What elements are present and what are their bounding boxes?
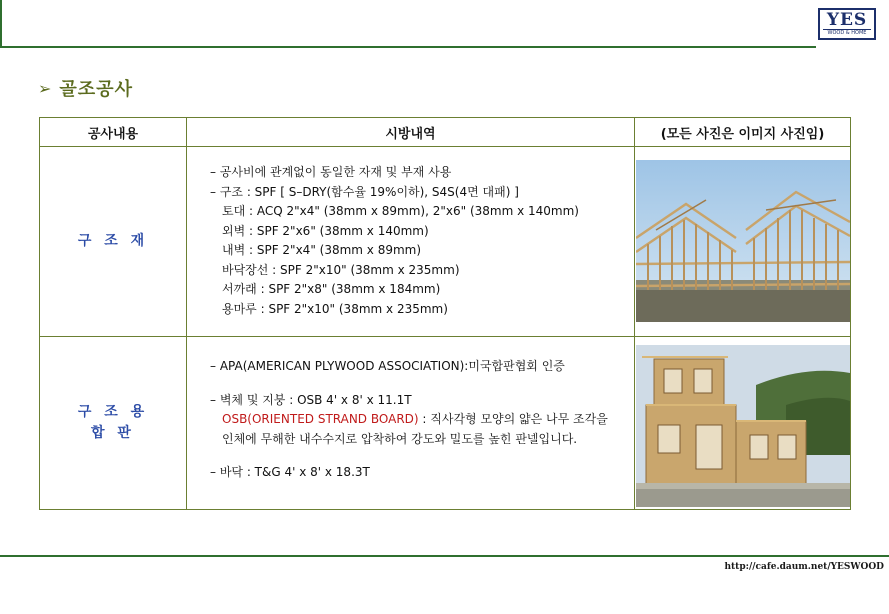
logo-main-text: YES [826,10,868,30]
left-border-line [0,0,2,48]
table-header-row [40,118,850,147]
osb-term: OSB(ORIENTED STRAND BOARD) [222,412,419,426]
header-work-content: 공사내용 [87,126,139,142]
category-structural-plywood [40,337,186,509]
column-divider [186,118,187,509]
spec-line: – 공사비에 관계없이 동일한 자재 및 부재 사용 [210,165,452,179]
spec-list-lumber [210,163,579,319]
osb-description-continued: 인체에 무해한 내수수지로 압착하여 강도와 밀도를 높힌 판넬입니다. [222,431,578,446]
page-title: 골조공사 [59,79,133,100]
spec-line: 서까래 : SPF 2"x8" (38mm x 184mm) [222,282,441,296]
category-label: 구 조 용 [77,404,149,420]
header-photo-note: (모든 사진은 이미지 사진임) [660,126,825,142]
spec-line: 토대 : ACQ 2"x4" (38mm x 89mm), 2"x6" (38mm x 140mm) [222,204,579,218]
spec-line: – 구조 : SPF [ S–DRY(함수율 19%이하), S4S(4면 대패) ] [210,184,519,199]
category-label: 구 조 재 [77,233,149,249]
arrow-bullet-icon: ➢ [38,78,52,98]
category-structural-lumber [40,147,186,336]
spec-line-wall-roof: – 벽체 및 지붕 : OSB 4' x 8' x 11.1T [210,392,412,407]
bottom-border-line [0,555,889,557]
spec-line: 외벽 : SPF 2"x6" (38mm x 140mm) [222,223,429,238]
logo-sub-text: WOOD & HOME [823,29,871,37]
osb-description: : 직사각형 모양의 얇은 나무 조각을 [418,412,608,426]
header-spec-detail: 시방내역 [385,126,436,142]
spec-line: 바닥장선 : SPF 2"x10" (38mm x 235mm) [222,262,460,277]
category-label: 합 판 [91,425,135,441]
framing-photo [636,160,850,322]
spec-table [39,117,851,510]
column-divider [634,118,635,509]
spec-line-apa: – APA(AMERICAN PLYWOOD ASSOCIATION):미국합판협회 인증 [210,359,565,373]
spec-line: 내벽 : SPF 2"x4" (38mm x 89mm) [222,243,422,257]
spec-line-floor: – 바닥 : T&G 4' x 8' x 18.3T [210,465,370,479]
yes-wood-home-logo [818,8,876,40]
section-heading [38,76,133,100]
footer-url-link[interactable]: http://cafe.daum.net/YESWOOD [724,562,884,572]
spec-line: 용마루 : SPF 2"x10" (38mm x 235mm) [222,301,448,316]
osb-house-photo [636,345,850,507]
spec-list-plywood [210,357,608,483]
top-border-line [0,46,816,48]
